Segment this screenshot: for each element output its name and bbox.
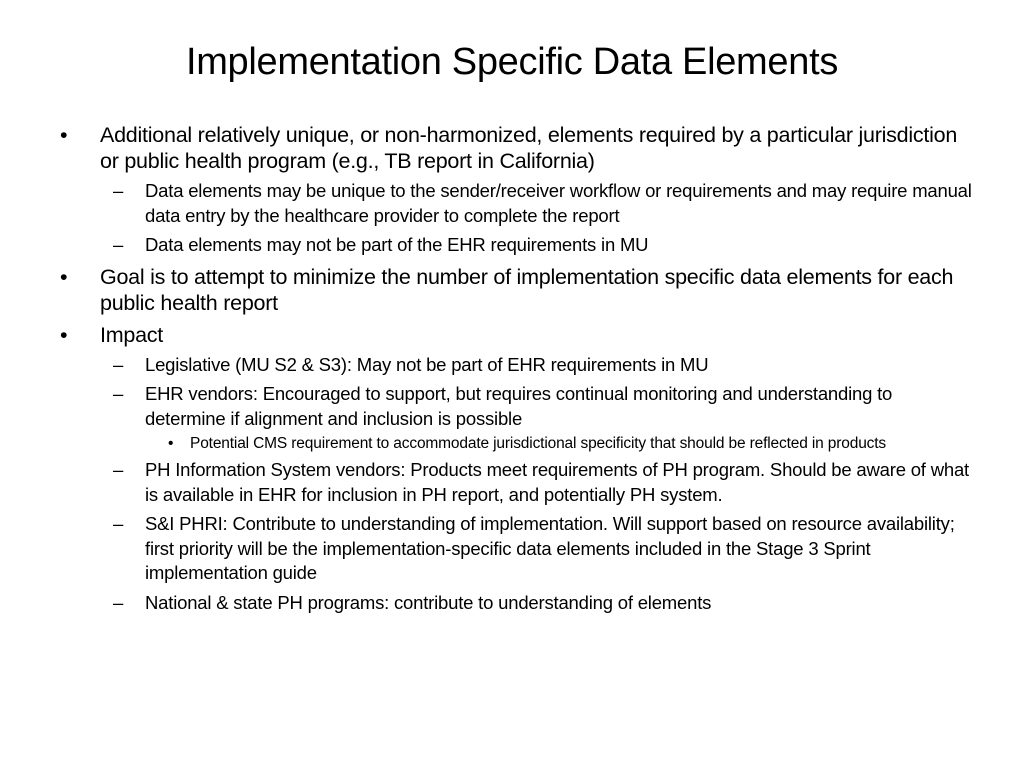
dash-icon: – (113, 180, 124, 201)
sub-sub-bullet-item (56, 434, 976, 453)
sub-bullet-item (56, 512, 976, 586)
sub-bullet-text: PH Information System vendors: Products meet requirements of PH program. Should be aware of what is available in EHR for inclusion in PH report, and potentially PH system. (145, 459, 969, 505)
sub-bullet-text: S&I PHRI: Contribute to understanding of implementation. Will support based on resource availability; first priority will be the implementation-specific data elements included in the Stage 3 Sprint implementation guide (145, 513, 955, 583)
sub-sub-bullet-text: Potential CMS requirement to accommodate jurisdictional specificity that should be reflected in products (190, 435, 887, 452)
dash-icon: – (113, 234, 124, 255)
sub-bullet-item (56, 382, 976, 431)
sub-bullet-item (56, 353, 976, 378)
dash-icon: – (113, 353, 124, 375)
bullet-dot-icon: • (60, 322, 68, 347)
sub-bullet-item (56, 458, 976, 507)
dash-icon: – (113, 513, 124, 534)
bullet-item (56, 122, 976, 174)
sub-bullet-text: EHR vendors: Encouraged to support, but requires continual monitoring and understanding to determine if alignment and inclusion is possible (145, 383, 893, 429)
sub-bullet-text: National & state PH programs: contribute to understanding of elements (145, 591, 712, 613)
bullet-text: Impact (100, 322, 164, 347)
sub-bullet-item (56, 591, 976, 616)
sub-bullet-text: Data elements may not be part of the EHR requirements in MU (145, 234, 649, 255)
sub-bullet-text: Data elements may be unique to the sender/receiver workflow or requirements and may require manual data entry by the healthcare provider to complete the report (145, 180, 972, 226)
slide-title: Implementation Specific Data Elements (185, 41, 839, 83)
dash-icon: – (113, 459, 124, 480)
bullet-text: Additional relatively unique, or non-harmonized, elements required by a particular jurisdiction or public health program (e.g., TB report in California) (100, 123, 958, 173)
bullet-text: Goal is to attempt to minimize the number of implementation specific data elements for each public health report (100, 264, 954, 315)
dash-icon: – (113, 591, 124, 613)
bullet-item (56, 322, 976, 348)
sub-bullet-item (56, 179, 976, 228)
bullet-list (56, 122, 976, 615)
small-bullet-dot-icon: • (168, 435, 174, 452)
dash-icon: – (113, 383, 124, 404)
bullet-dot-icon: • (60, 123, 68, 147)
sub-bullet-text: Legislative (MU S2 & S3): May not be part of EHR requirements in MU (145, 353, 709, 375)
bullet-item (56, 264, 976, 316)
sub-bullet-item (56, 233, 976, 258)
bullet-dot-icon: • (60, 264, 68, 289)
